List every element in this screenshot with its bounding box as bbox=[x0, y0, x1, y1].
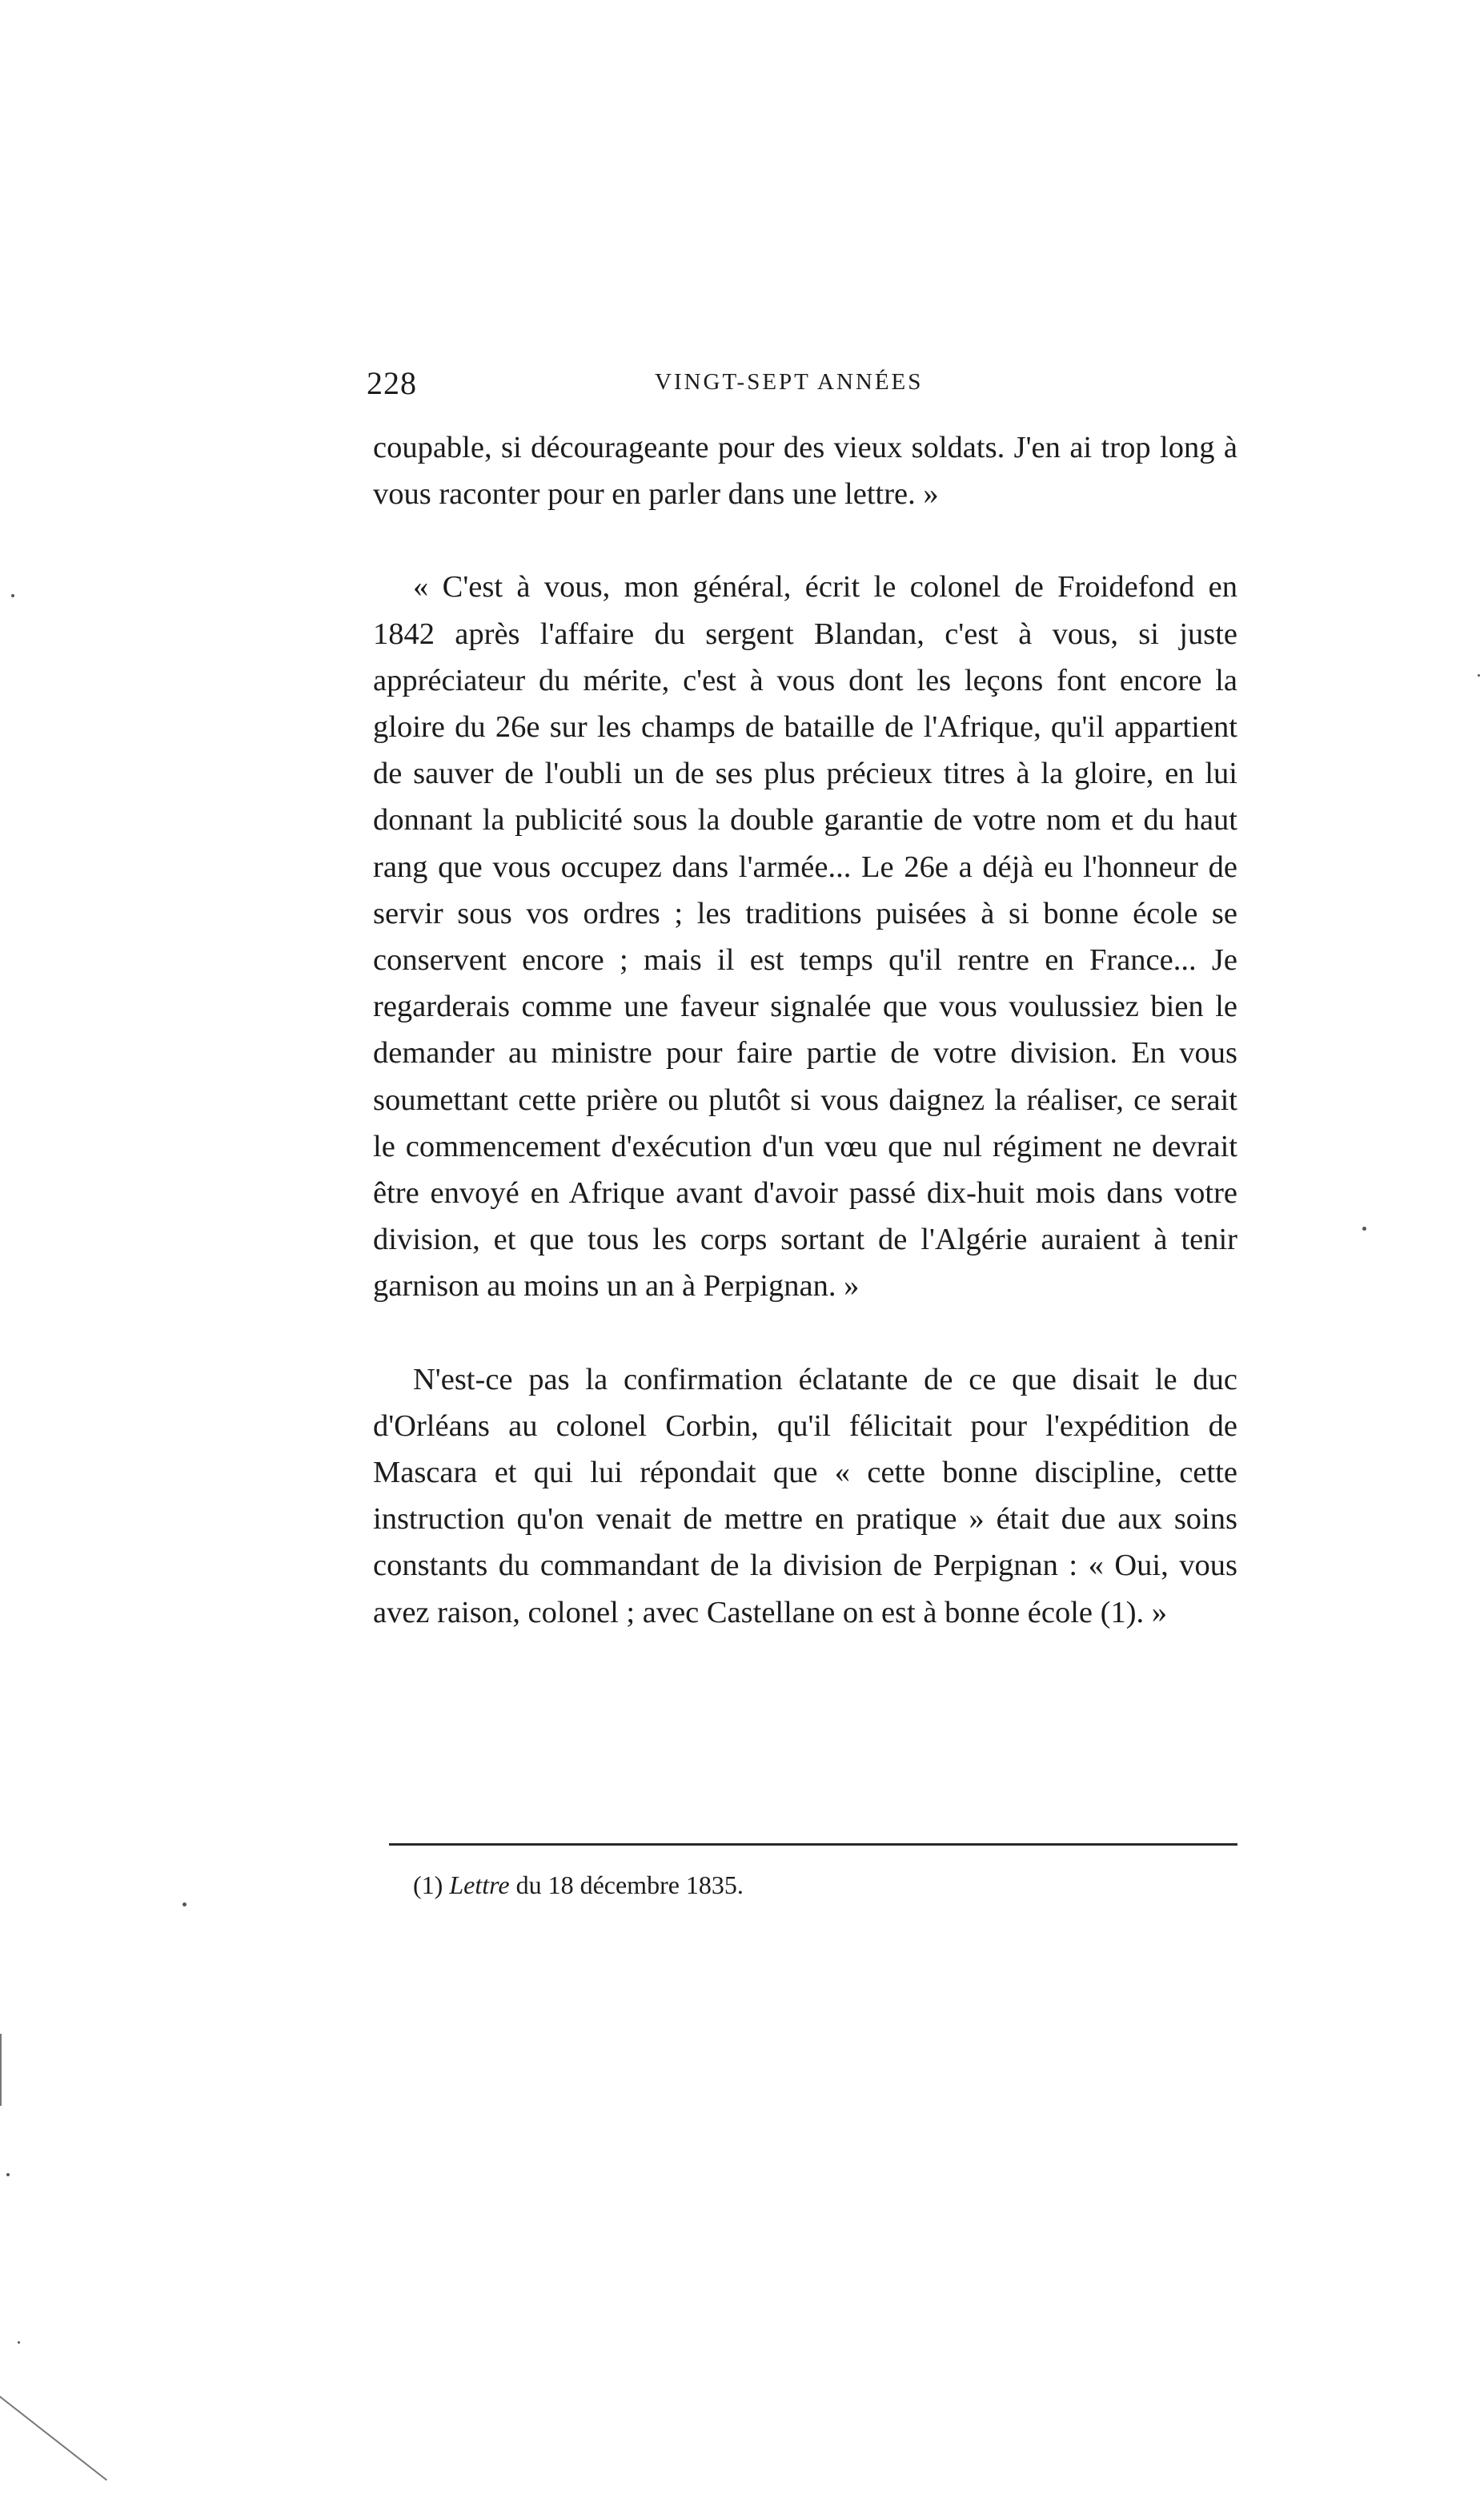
scan-speck bbox=[1362, 1227, 1366, 1231]
running-title: VINGT-SEPT ANNÉES bbox=[655, 369, 924, 395]
footnote-rule bbox=[389, 1843, 1237, 1846]
scan-speck bbox=[18, 2341, 20, 2344]
running-head bbox=[367, 364, 1231, 412]
paragraph-gap bbox=[373, 517, 1237, 564]
paragraph-3: N'est-ce pas la confirmation éclatante de ce que disait le duc d'Orléans au colonel Corbin, qu'il félicitait pour l'expédition de Mascara et qui lui répondait que « cette bonne discipline, cette instruction qu'on venait de mettre en pratique » était due aux soins constants du commandant de la division de Perpignan : « Oui, vous avez raison, colonel ; avec Castellane on est à bonne école (1). » bbox=[373, 1362, 1237, 1629]
paragraph-1: coupable, si décourageante pour des vieux soldats. J'en ai trop long à vous raconter pour en parler dans une lettre. » bbox=[373, 431, 1237, 512]
paragraph-gap bbox=[373, 1310, 1237, 1356]
scan-speck bbox=[6, 2173, 10, 2176]
scan-edge-mark bbox=[0, 2034, 2, 2106]
footnote bbox=[413, 1867, 1213, 1902]
scan-edge-mark bbox=[0, 2396, 107, 2481]
footnote-italic-word: Lettre bbox=[449, 1870, 510, 1899]
scan-speck bbox=[11, 594, 14, 597]
body-text bbox=[373, 424, 1237, 1636]
scan-speck bbox=[182, 1902, 187, 1906]
paragraph-2: « C'est à vous, mon général, écrit le colonel de Froidefond en 1842 après l'affaire du sergent Blandan, c'est à vous, si juste appréciateur du mérite, c'est à vous dont les leçons font encore la gloire du 26e sur les champs de bataille de l'Afrique, qu'il appartient de sauver de l'oubli un de ses plus précieux titres à la gloire, en lui donnant la publicité sous la double garantie de votre nom et du haut rang que vous occupez dans l'armée... Le 26e a déjà eu l'honneur de servir sous vos ordres ; les traditions puisées à si bonne école se conservent encore ; mais il est temps qu'il rentre en France... Je regarderais comme une faveur signalée que vous voulussiez bien le demander au ministre pour faire partie de votre division. En vous soumettant cette prière ou plutôt si vous daignez la réaliser, ce serait le commencement d'exécution d'un vœu que nul régiment ne devrait être envoyé en Afrique avant d'avoir passé dix-huit mois dans votre division, et que tous les corps sortant de l'Algérie auraient à tenir garnison au moins un an à Perpignan. » bbox=[373, 570, 1237, 1304]
footnote-text: du 18 décembre 1835. bbox=[515, 1870, 744, 1899]
page-number: 228 bbox=[367, 365, 417, 401]
scan-speck bbox=[1478, 674, 1480, 677]
footnote-marker: (1) bbox=[413, 1870, 443, 1899]
